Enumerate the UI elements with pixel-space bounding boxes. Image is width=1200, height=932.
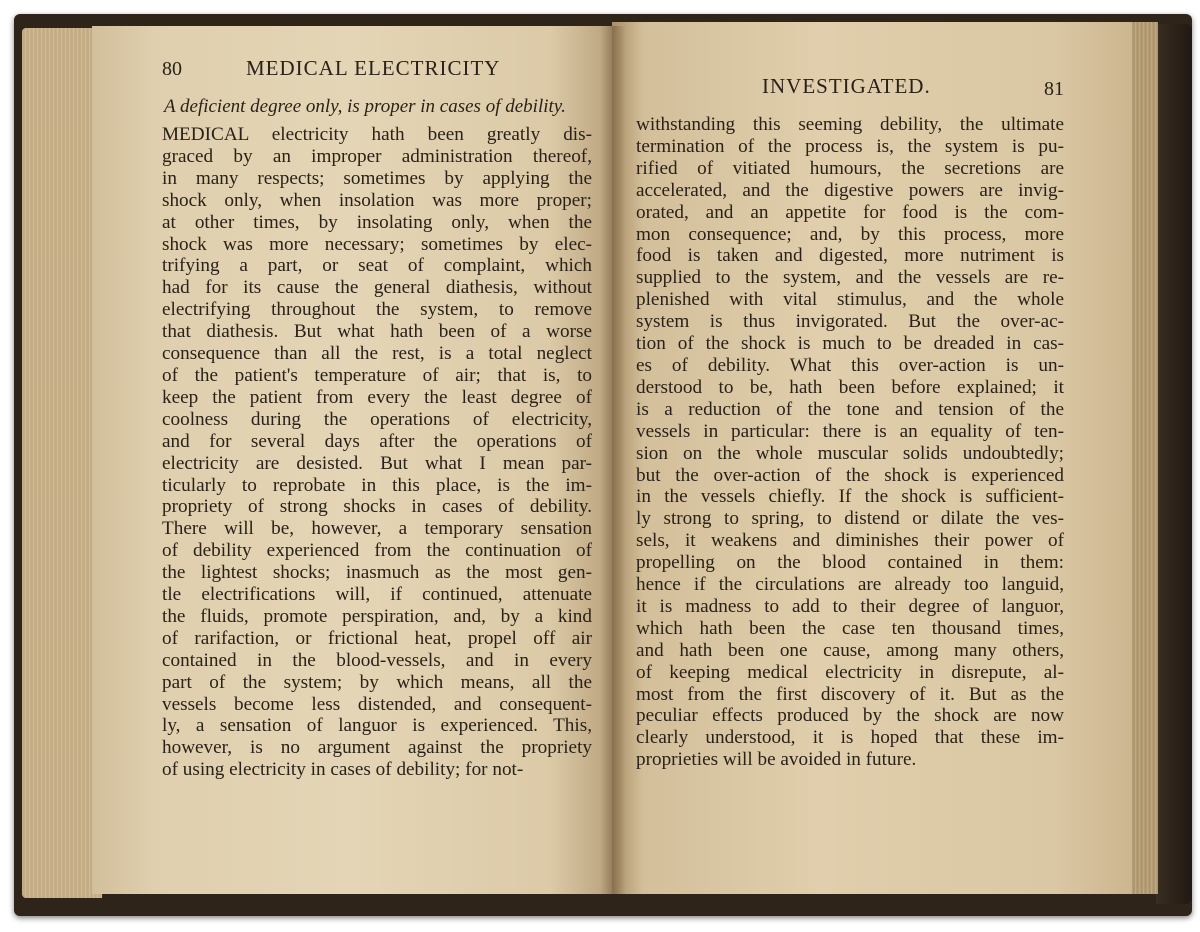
text-line: system is thus invigorated. But the over-ac- — [636, 311, 1064, 333]
text-line: of debility experienced from the continuation of — [162, 540, 592, 562]
text-line: clearly understood, it is hoped that these im- — [636, 727, 1064, 749]
book-gutter — [600, 26, 626, 894]
text-line: sion on the whole muscular solids undoubtedly; — [636, 442, 1064, 464]
left-page-number: 80 — [162, 58, 182, 80]
text-line: ticularly to reprobate in this place, is the im- — [162, 474, 592, 496]
text-line: that diathesis. But what hath been of a worse — [162, 321, 592, 343]
text-line: and hath been one cause, among many others, — [636, 639, 1064, 661]
text-line: at other times, by insolating only, when the — [162, 211, 592, 233]
text-line: part of the system; by which means, all the — [162, 671, 592, 693]
text-line: ly strong to spring, to distend or dilate the ves- — [636, 508, 1064, 530]
text-line: of rarifaction, or frictional heat, propel off air — [162, 627, 592, 649]
right-page-text — [636, 114, 1064, 771]
text-line: accelerated, and the digestive powers are invig- — [636, 179, 1064, 201]
text-line: it is madness to add to their degree of languor, — [636, 595, 1064, 617]
text-line: in the vessels chiefly. If the shock is sufficient- — [636, 486, 1064, 508]
text-line: of keeping medical electricity in disrepute, al- — [636, 661, 1064, 683]
text-line: There will be, however, a temporary sensation — [162, 518, 592, 540]
text-line: most from the first discovery of it. But as the — [636, 683, 1064, 705]
text-line: however, is no argument against the propriety — [162, 737, 592, 759]
left-page — [92, 26, 612, 894]
left-running-head: MEDICAL ELECTRICITY — [246, 56, 501, 80]
text-line: and for several days after the operations of — [162, 430, 592, 452]
text-line: propriety of strong shocks in cases of debility. — [162, 496, 592, 518]
right-page-number: 81 — [1044, 78, 1064, 100]
text-line: ly, a sensation of languor is experienced. This, — [162, 715, 592, 737]
text-line: derstood to be, hath been before explained; it — [636, 376, 1064, 398]
text-line: of using electricity in cases of debility; for not- — [162, 759, 524, 781]
text-line: withstanding this seeming debility, the ultimate — [636, 114, 1064, 135]
text-line: electricity are desisted. But what I mean par- — [162, 452, 592, 474]
text-line: plenished with vital stimulus, and the whole — [636, 289, 1064, 311]
text-line: orated, and an appetite for food is the com- — [636, 201, 1064, 223]
left-subheading: A deficient degree only, is proper in cases of debility. — [164, 96, 566, 117]
text-line: rified of vitiated humours, the secretions are — [636, 157, 1064, 179]
text-line: the fluids, promote perspiration, and, by a kind — [162, 605, 592, 627]
text-line: the lightest shocks; inasmuch as the most gen- — [162, 562, 592, 584]
text-line: which hath been the case ten thousand times, — [636, 617, 1064, 639]
text-line: peculiar effects produced by the shock are now — [636, 705, 1064, 727]
text-line: electrifying throughout the system, to remove — [162, 299, 592, 321]
text-line: had for its cause the general diathesis, without — [162, 277, 592, 299]
left-page-text — [162, 124, 592, 781]
text-line: trifying a part, or seat of complaint, which — [162, 255, 592, 277]
right-page — [612, 22, 1132, 894]
text-line: sels, it weakens and diminishes their power of — [636, 530, 1064, 552]
text-line: vessels become less distended, and consequent- — [162, 693, 592, 715]
text-line: graced by an improper administration thereof, — [162, 145, 592, 167]
text-line: tion of the shock is much to be dreaded in cas- — [636, 333, 1064, 355]
text-line: shock only, when insolation was more proper; — [162, 189, 592, 211]
text-line: coolness during the operations of electricity, — [162, 408, 592, 430]
text-line: hence if the circulations are already too languid, — [636, 574, 1064, 596]
text-line: in many respects; sometimes by applying the — [162, 167, 592, 189]
text-line: food is taken and digested, more nutriment is — [636, 245, 1064, 267]
text-line: of the patient's temperature of air; that is, to — [162, 364, 592, 386]
text-line: mon consequence; and, by this process, more — [636, 223, 1064, 245]
page-edges-left — [22, 28, 102, 898]
text-line: proprieties will be avoided in future. — [636, 749, 917, 771]
cover-edge — [1156, 24, 1192, 904]
right-running-head: INVESTIGATED. — [762, 74, 931, 98]
text-line: MEDICAL electricity hath been greatly dis- — [162, 124, 592, 145]
text-line: contained in the blood-vessels, and in every — [162, 649, 592, 671]
text-line: but the over-action of the shock is experienced — [636, 464, 1064, 486]
text-line: es of debility. What this over-action is un- — [636, 354, 1064, 376]
text-line: consequence than all the rest, is a total neglect — [162, 343, 592, 365]
text-line: shock was more necessary; sometimes by elec- — [162, 233, 592, 255]
text-line: is a reduction of the tone and tension of the — [636, 398, 1064, 420]
text-line: supplied to the system, and the vessels are re- — [636, 267, 1064, 289]
text-line: keep the patient from every the least degree of — [162, 386, 592, 408]
text-line: vessels in particular: there is an equality of ten- — [636, 420, 1064, 442]
text-line: tle electrifications will, if continued, attenuate — [162, 584, 592, 606]
text-line: termination of the process is, the system is pu- — [636, 135, 1064, 157]
text-line: propelling on the blood contained in them: — [636, 552, 1064, 574]
